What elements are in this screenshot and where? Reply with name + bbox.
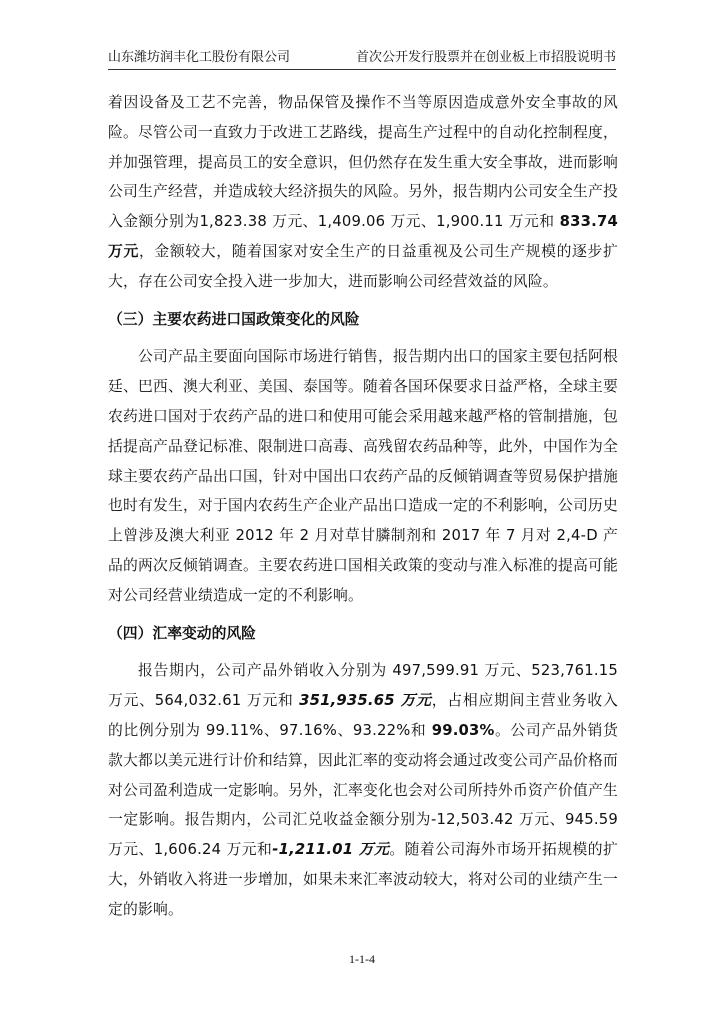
- header-document-title: 首次公开发行股票并在创业板上市招股说明书: [355, 50, 616, 65]
- document-body: [108, 88, 618, 925]
- section-4-paragraph: [108, 656, 618, 924]
- fx-revenue-latest-highlight: 351,935.65 万元: [299, 692, 432, 710]
- fx-ratio-latest-highlight: 99.03%: [431, 721, 495, 739]
- safety-text-d: 万元和: [503, 213, 560, 231]
- safety-text-e: ，金额较大，随着国家对安全生产的日益重视及公司生产规模的逐步扩大，存在公司安全投入进一步加大，进而影响公司经营效益的风险。: [108, 242, 618, 290]
- safety-risk-paragraph: [108, 88, 618, 297]
- safety-amount-1: 1,823.38: [199, 213, 267, 231]
- section-4-heading: （四）汇率变动的风险: [108, 624, 256, 642]
- page-header: [108, 47, 616, 70]
- page-number: 1-1-4: [349, 952, 375, 966]
- fx-text-b: ，占相应期间主营业务收入的比例分别为 99.11%、97.16%、93.22%和: [108, 692, 618, 739]
- safety-text-c: 万元、: [385, 213, 437, 231]
- section-3-heading: （三）主要农药进口国政策变化的风险: [108, 310, 360, 328]
- safety-amount-2: 1,409.06: [317, 213, 386, 231]
- safety-amount-3: 1,900.11: [436, 213, 504, 231]
- safety-amount-4-highlight: 833.74 万元: [108, 213, 618, 260]
- header-company-name: 山东潍坊润丰化工股份有限公司: [108, 50, 291, 65]
- fx-text-c: 。公司产品外销货款大都以美元进行计价和结算，因此汇率的变动将会通过改变公司产品价格而对公司盈利造成一定影响。另外，汇率变化也会对公司所持外币资产价值产生一定影响。报告期内，公司汇兑收益金额分别为-12,503.42 万元、945.59 万元、1,606.24 万元和: [108, 721, 618, 859]
- section-3-paragraph: 公司产品主要面向国际市场进行销售，报告期内出口的国家主要包括阿根廷、巴西、澳大利亚、美国、泰国等。随着各国环保要求日益严格，全球主要农药进口国对于农药产品的进口和使用可能会采用越来越严格的管制措施，包括提高产品登记标准、限制进口高毒、高残留农药品种等，此外，中国作为全球主要农药产品出口国，针对中国出口农药产品的反倾销调查等贸易保护措施也时有发生，对于国内农药生产企业产品出口造成一定的不利影响，公司历史上曾涉及澳大利亚 2012 年 2 月对草甘膦制剂和 2017 年 7 月对 2,4-D 产品的两次反倾销调查。主要农药进口国相关政策的变动与准入标准的提高可能对公司经营业绩造成一定的不利影响。: [108, 348, 618, 604]
- fx-gain-latest-highlight: -1,211.01 万元: [272, 841, 390, 859]
- safety-text-b: 万元、: [266, 213, 318, 231]
- fx-text-a: 报告期内，公司产品外销收入分别为 497,599.91 万元、523,761.15 万元、564,032.61 万元和: [108, 662, 618, 710]
- fx-text-d: 。随着公司海外市场开拓规模的扩大，外销收入将进一步增加，如果未来汇率波动较大，将对公司的业绩产生一定的影响。: [108, 841, 618, 918]
- safety-text-a: 着因设备及工艺不完善，物品保管及操作不当等原因造成意外安全事故的风险。尽管公司一直致力于改进工艺路线，提高生产过程中的自动化控制程度，并加强管理，提高员工的安全意识，但仍然存在发生重大安全事故，进而影响公司生产经营，并造成较大经济损失的风险。另外，报告期内公司安全生产投入金额分别为: [108, 94, 618, 231]
